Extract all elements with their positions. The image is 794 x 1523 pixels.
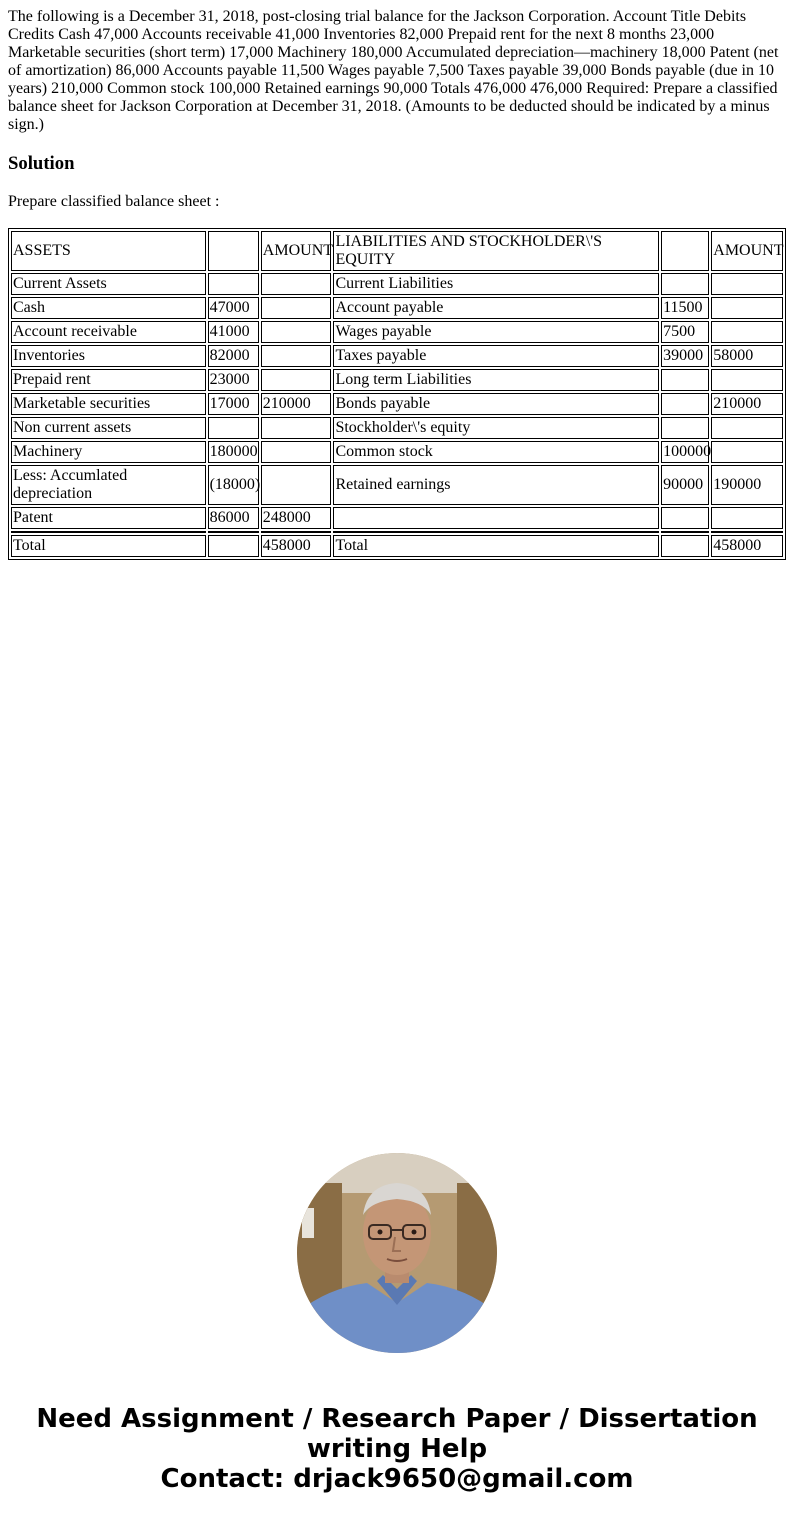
table-cell: Account receivable (11, 321, 206, 343)
table-cell: Cash (11, 297, 206, 319)
table-cell: Total (11, 535, 206, 557)
table-cell (208, 535, 259, 557)
table-cell (661, 273, 709, 295)
table-cell (661, 369, 709, 391)
table-cell: Account payable (333, 297, 659, 319)
table-cell (711, 441, 783, 463)
table-cell: 86000 (208, 507, 259, 529)
table-cell: Stockholder\'s equity (333, 417, 659, 439)
table-row (11, 393, 783, 415)
table-cell (661, 535, 709, 557)
table-row (11, 465, 783, 505)
table-cell: 17000 (208, 393, 259, 415)
table-row (11, 417, 783, 439)
table-cell: Current Liabilities (333, 273, 659, 295)
solution-intro: Prepare classified balance sheet : (8, 193, 220, 210)
table-row (11, 273, 783, 295)
table-cell (661, 507, 709, 529)
table-row (11, 507, 783, 529)
table-cell: (18000) (208, 465, 259, 505)
table-cell: Less: Accumlated depreciation (11, 465, 206, 505)
table-cell: Prepaid rent (11, 369, 206, 391)
table-row (11, 345, 783, 367)
table-cell: 100000 (661, 441, 709, 463)
promo-line: writing Help (306, 1434, 488, 1464)
table-cell: Marketable securities (11, 393, 206, 415)
table-cell: AMOUNT (711, 231, 783, 271)
table-cell: 23000 (208, 369, 259, 391)
table-cell: 7500 (661, 321, 709, 343)
table-cell (11, 531, 206, 533)
table-cell (711, 369, 783, 391)
table-cell: 47000 (208, 297, 259, 319)
table-header-row (11, 231, 783, 271)
table-cell (661, 393, 709, 415)
table-cell: Non current assets (11, 417, 206, 439)
table-cell: 180000 (208, 441, 259, 463)
table-cell (711, 273, 783, 295)
table-cell: Wages payable (333, 321, 659, 343)
author-photo (297, 1153, 497, 1353)
table-cell: Patent (11, 507, 206, 529)
table-cell (261, 345, 332, 367)
table-cell (261, 273, 332, 295)
table-cell: 248000 (261, 507, 332, 529)
table-cell (661, 231, 709, 271)
table-cell: 41000 (208, 321, 259, 343)
table-row (11, 369, 783, 391)
table-row (11, 321, 783, 343)
table-cell: 210000 (261, 393, 332, 415)
table-cell: 190000 (711, 465, 783, 505)
table-cell: ASSETS (11, 231, 206, 271)
table-cell (261, 321, 332, 343)
table-cell (261, 531, 332, 533)
table-cell: 90000 (661, 465, 709, 505)
table-cell: 11500 (661, 297, 709, 319)
table-total-row (11, 535, 783, 557)
table-cell: Machinery (11, 441, 206, 463)
table-cell (711, 507, 783, 529)
table-cell (711, 321, 783, 343)
table-cell: Common stock (333, 441, 659, 463)
table-cell: AMOUNT (261, 231, 332, 271)
table-cell (261, 417, 332, 439)
table-cell: Bonds payable (333, 393, 659, 415)
promo-banner (0, 1404, 794, 1494)
table-cell (208, 273, 259, 295)
table-cell: Long term Liabilities (333, 369, 659, 391)
table-cell (261, 465, 332, 505)
table-cell: Retained earnings (333, 465, 659, 505)
table-cell (711, 417, 783, 439)
table-cell: 210000 (711, 393, 783, 415)
question-text: The following is a December 31, 2018, post-closing trial balance for the Jackson Corporation. Account Title Debits Credits Cash 47,000 Accounts receivable 41,000 Inventories 82,000 Prepaid rent for the next 8 months 23,000 Marketable securities (short term) 17,000 Machinery 180,000 Accumulated depreciation—machinery 18,000 Patent (net of amortization) 86,000 Accounts payable 11,500 Wages payable 7,500 Taxes payable 39,000 Bonds payable (due in 10 years) 210,000 Common stock 100,000 Retained earnings 90,000 Totals 476,000 476,000 Required: Prepare a classified balance sheet for Jackson Corporation at December 31, 2018. (Amounts to be deducted should be indicated by a minus sign.) (8, 8, 779, 133)
balance-sheet-table (8, 228, 786, 560)
table-cell: 458000 (261, 535, 332, 557)
table-cell (208, 531, 259, 533)
document (8, 8, 786, 560)
table-cell: LIABILITIES AND STOCKHOLDER\'S EQUITY (333, 231, 659, 271)
table-cell (661, 417, 709, 439)
table-cell: Current Assets (11, 273, 206, 295)
table-cell (333, 531, 659, 533)
table-row (11, 441, 783, 463)
table-cell: Inventories (11, 345, 206, 367)
table-cell (711, 297, 783, 319)
table-cell (208, 417, 259, 439)
table-cell (333, 507, 659, 529)
promo-contact: Contact: drjack9650@gmail.com (160, 1464, 634, 1494)
table-cell (711, 531, 783, 533)
table-cell (208, 231, 259, 271)
table-cell: Total (333, 535, 659, 557)
table-cell: Taxes payable (333, 345, 659, 367)
table-cell: 58000 (711, 345, 783, 367)
table-row (11, 297, 783, 319)
table-cell (261, 369, 332, 391)
table-cell: 82000 (208, 345, 259, 367)
table-cell: 458000 (711, 535, 783, 557)
table-cell (661, 531, 709, 533)
promo-line: Need Assignment / Research Paper / Dissertation (36, 1404, 758, 1434)
table-cell: 39000 (661, 345, 709, 367)
table-cell (261, 297, 332, 319)
solution-heading: Solution (8, 153, 75, 174)
table-spacer-row (11, 531, 783, 533)
table-cell (261, 441, 332, 463)
